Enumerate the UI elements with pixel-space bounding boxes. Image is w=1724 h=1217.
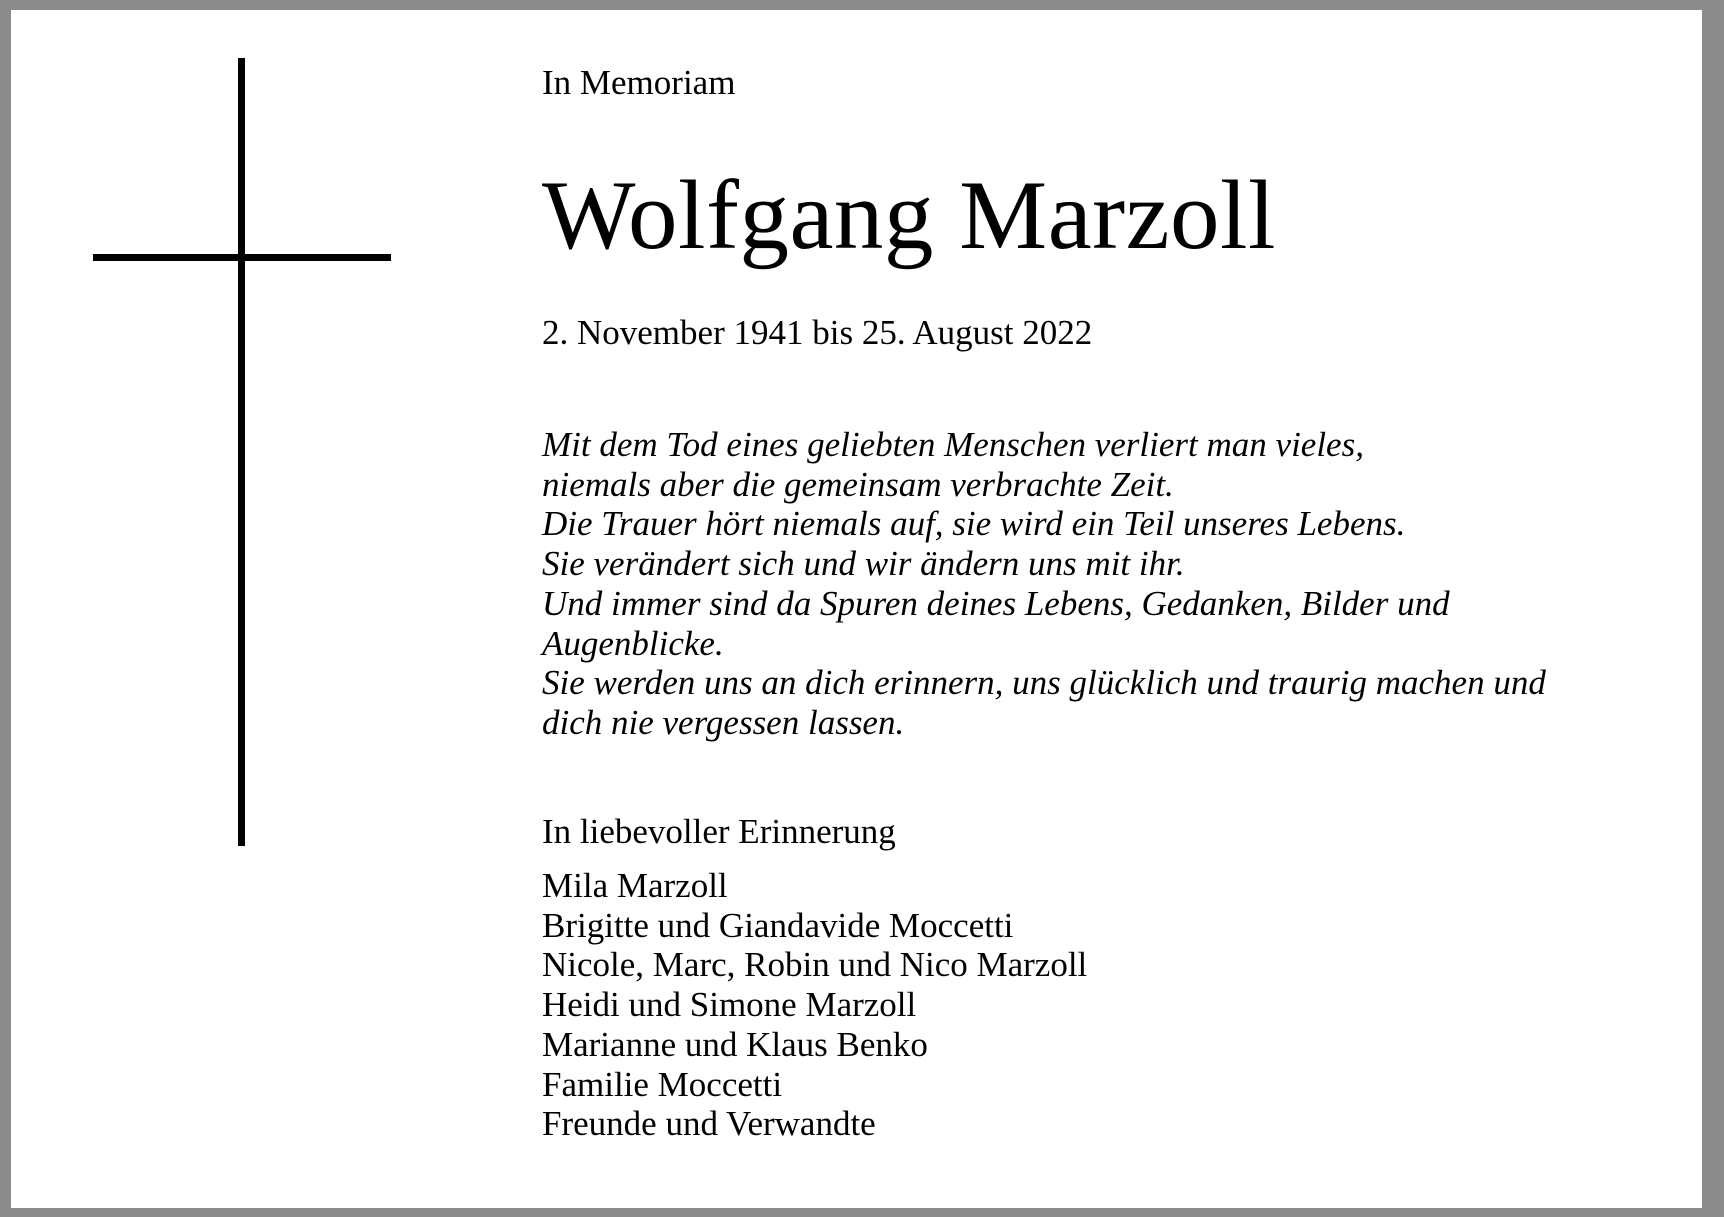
poem-line: Und immer sind da Spuren deines Lebens, Gedanken, Bilder und <box>542 583 1450 623</box>
poem-line: Mit dem Tod eines geliebten Menschen verliert man vieles, <box>542 425 1364 464</box>
poem-line: Die Trauer hört niemals auf, sie wird ein Teil unseres Lebens. <box>542 504 1406 544</box>
poem-line: niemals aber die gemeinsam verbrachte Zeit. <box>542 464 1174 504</box>
mourner-entry: Nicole, Marc, Robin und Nico Marzoll <box>542 945 1088 985</box>
poem-line: Sie werden uns an dich erinnern, uns glücklich und traurig machen und <box>542 663 1546 703</box>
deceased-name: Wolfgang Marzoll <box>542 161 1277 270</box>
obituary-page <box>11 10 1702 1208</box>
closing-label: In liebevoller Erinnerung <box>542 812 896 851</box>
mourner-entry: Familie Moccetti <box>542 1064 783 1104</box>
mourner-entry: Brigitte und Giandavide Moccetti <box>542 905 1014 945</box>
life-dates: 2. November 1941 bis 25. August 2022 <box>542 313 1093 352</box>
mourner-entry: Marianne und Klaus Benko <box>542 1024 928 1064</box>
mourners-list <box>542 866 1087 1144</box>
header-label: In Memoriam <box>542 63 736 102</box>
cross-horizontal-beam <box>93 254 391 261</box>
mourner-entry: Mila Marzoll <box>542 866 728 905</box>
mourner-entry: Freunde und Verwandte <box>542 1104 876 1144</box>
poem-line: Augenblicke. <box>542 623 724 663</box>
cross-vertical-beam <box>238 58 245 846</box>
poem <box>542 425 1546 743</box>
poem-line: dich nie vergessen lassen. <box>542 702 905 742</box>
mourner-entry: Heidi und Simone Marzoll <box>542 985 917 1025</box>
poem-line: Sie verändert sich und wir ändern uns mit ihr. <box>542 544 1185 584</box>
